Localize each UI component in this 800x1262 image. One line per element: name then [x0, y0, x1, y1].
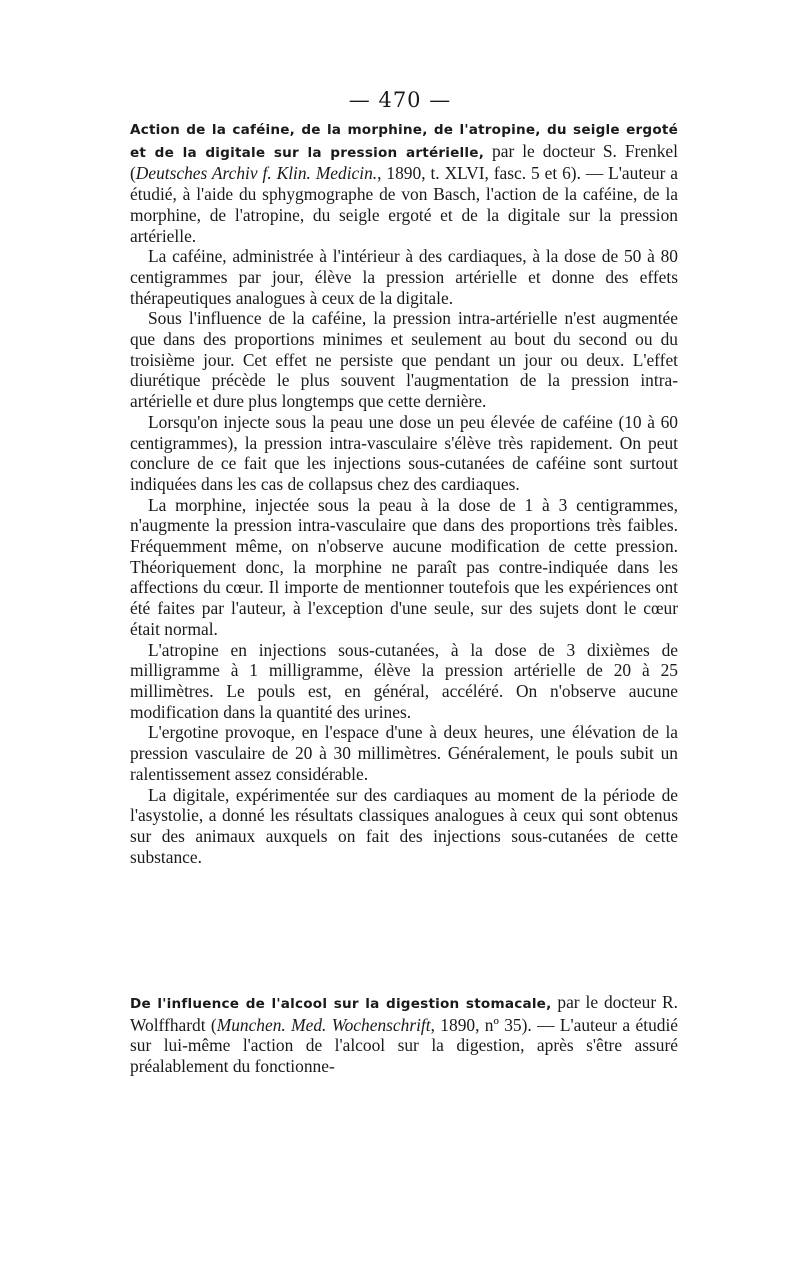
journal-name: Munchen. Med. Wochenschrift	[216, 1014, 431, 1035]
article-alcohol-digestion	[130, 992, 678, 1077]
article-intro-text: , 1890, nº 35). — L'auteur a étudié sur lui-même l'action de l'alcool sur la digestion, après s'être assuré préalablement du fonctionne-	[130, 1014, 679, 1077]
page-number: — 470 —	[348, 88, 452, 112]
paragraph-morphine: La morphine, injectée sous la peau à la dose de 1 à 3 centigrammes, n'augmente la pression intra-vasculaire que dans des proportions très faibles. Fréquemment même, on n'observe aucune modification de cette pression. Théoriquement donc, la morphine ne paraît pas contre-indiquée dans les affections du cœur. Il importe de mentionner toutefois que les expériences ont été faites par l'auteur, à l'exception d'une seule, sur des sujets dont le cœur était normal.	[130, 494, 678, 639]
paragraph-caffeine-oral: La caféine, administrée à l'intérieur à des cardiaques, à la dose de 50 à 80 centigrammes par jour, élève la pression artérielle et donne des effets thérapeutiques analogues à ceux de la digitale.	[130, 246, 678, 308]
article-caffeine-pressure	[130, 118, 678, 867]
article-title: De l'influence de l'alcool sur la digestion stomacale,	[130, 996, 552, 1012]
article-intro-text: , 1890, t. XLVI, fasc. 5 et 6). — L'auteur a étudié, à l'aide du sphygmographe de von Basch, l'action de la caféine, de la morphine, de l'atropine, du seigle ergoté et de la digitale sur la pression artérielle.	[130, 163, 679, 246]
paragraph-caffeine-influence: Sous l'influence de la caféine, la pression intra-artérielle n'est augmentée que dans des proportions minimes et seulement au bout du second ou du troisième jour. Cet effet ne persiste que pendant un jour ou deux. L'effet diurétique précède le plus souvent l'augmentation de la pression intra-artérielle et dure plus longtemps que cette dernière.	[130, 308, 678, 412]
article-intro-paragraph	[130, 118, 678, 246]
article-title: Action de la caféine, de la morphine, de l'atropine, du seigle ergoté et de la digitale sur la pression artérielle,	[130, 122, 678, 161]
journal-name: Deutsches Archiv f. Klin. Medicin.	[135, 163, 378, 184]
article-author: par le docteur R. Wolffhardt (	[130, 992, 678, 1035]
paragraph-atropine: L'atropine en injections sous-cutanées, à la dose de 3 dixièmes de milligramme à 1 milligramme, élève la pression artérielle de 20 à 25 millimètres. Le pouls est, en général, accéléré. On n'observe aucune modification dans la quantité des urines.	[130, 639, 678, 722]
paragraph-caffeine-injection: Lorsqu'on injecte sous la peau une dose un peu élevée de caféine (10 à 60 centigrammes), la pression intra-vasculaire s'élève très rapidement. On peut conclure de ce fait que les injections sous-cutanées de caféine sont surtout indiquées dans les cas de collapsus chez des cardiaques.	[130, 411, 678, 494]
article-intro-paragraph	[130, 992, 678, 1077]
paragraph-digitale: La digitale, expérimentée sur des cardiaques au moment de la période de l'asystolie, a donné les résultats classiques analogues à ceux qui sont obtenus sur des animaux auxquels on fait des injections sous-cutanées de cette substance.	[130, 784, 678, 867]
article-author: par le docteur S. Frenkel (	[130, 140, 678, 184]
paragraph-ergotine: L'ergotine provoque, en l'espace d'une à deux heures, une élévation de la pression vasculaire de 20 à 30 millimètres. Généralement, le pouls subit un ralentissement assez considérable.	[130, 722, 678, 784]
